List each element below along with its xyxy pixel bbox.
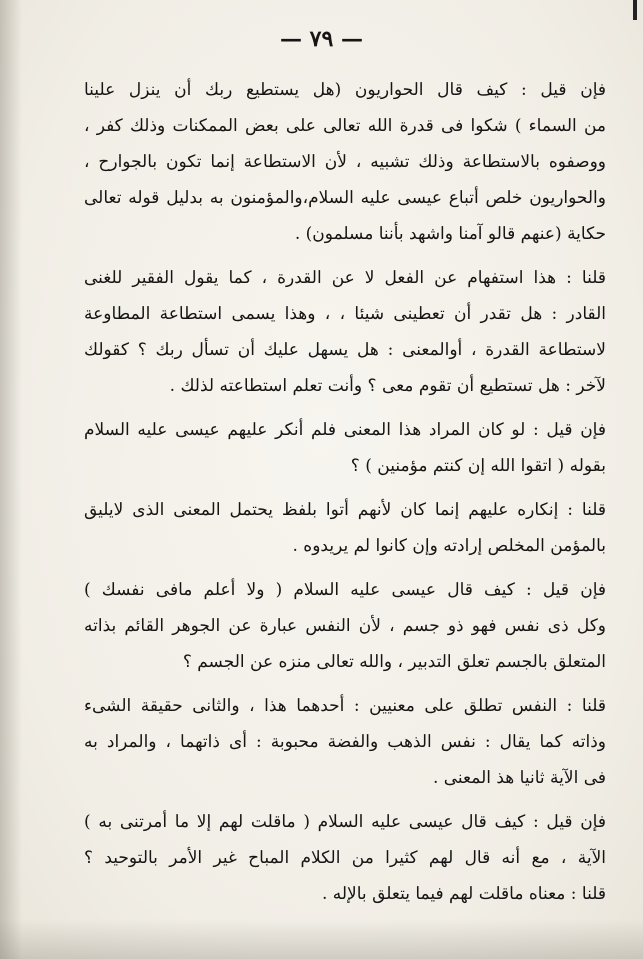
text-line: المتعلق بالجسم تعلق التدبير ، والله تعالى منزه عن الجسم ؟	[182, 652, 606, 672]
paragraph-question-1	[84, 72, 606, 252]
text-line: ووصفوه بالاستطاعة وذلك تشبيه ، لأن الاستطاعة إنما تكون بالجوارح ،	[84, 152, 606, 172]
paragraph-question-4	[84, 804, 606, 912]
text-line: الآية ، مع أنه قال لهم كثيرا من الكلام المباح غير الأمر بالتوحيد ؟	[84, 848, 606, 868]
text-line: فإن قيل : كيف قال عيسى عليه السلام ( ولا أعلم مافى نفسك )	[84, 580, 606, 600]
text-line: فى الآية ثانيا هذ المعنى .	[432, 768, 606, 788]
page-shadow-bottom	[0, 919, 643, 959]
text-line: بقوله ( اتقوا الله إن كنتم مؤمنين ) ؟	[350, 456, 606, 476]
text-line: لآخر : هل تستطيع أن تقوم معى ؟ وأنت تعلم استطاعته لذلك .	[169, 376, 606, 396]
text-line: من السماء ) شكوا فى قدرة الله تعالى على بعض الممكنات وذلك كفر ،	[84, 116, 606, 136]
text-line: قلنا : النفس تطلق على معنيين : أحدهما هذا ، والثانى حقيقة الشىء	[84, 696, 606, 716]
paragraph-answer-1	[84, 260, 606, 404]
text-line: قلنا : إنكاره عليهم إنما كان لأنهم أتوا بلفظ يحتمل المعنى الذى لايليق	[84, 500, 606, 520]
scan-edge-mark	[633, 0, 637, 20]
text-line: وكل ذى نفس فهو ذو جسم ، لأن النفس عبارة عن الجوهر القائم بذاته	[84, 616, 606, 636]
text-line: فإن قيل : كيف قال عيسى عليه السلام ( ماقلت لهم إلا ما أمرتنى به )	[84, 812, 606, 832]
paragraph-answer-3	[84, 688, 606, 796]
body-text	[84, 72, 606, 912]
page-number: — ٧٩ —	[280, 26, 363, 52]
text-line: قلنا : معناه ماقلت لهم فيما يتعلق بالإله .	[321, 884, 606, 904]
text-line: والحواريون خلص أتباع عيسى عليه السلام،والمؤمنون به بدليل قوله تعالى	[84, 188, 606, 208]
text-line: حكاية (عنهم قالو آمنا واشهد بأننا مسلمون) .	[294, 224, 606, 244]
paragraph-question-3	[84, 572, 606, 680]
text-line: لاستطاعة القدرة ، أوالمعنى : هل يسهل عليك أن تسأل ربك ؟ كقولك	[84, 340, 606, 360]
text-line: القادر : هل تقدر أن تعطينى شيئا ، ، وهذا يسمى استطاعة المطاوعة	[84, 304, 606, 324]
page-shadow-left	[0, 0, 22, 959]
text-line: قلنا : هذا استفهام عن الفعل لا عن القدرة ، كما يقول الفقير للغنى	[84, 268, 606, 288]
text-line: بالمؤمن المخلص إرادته وإن كانوا لم يريدوه .	[292, 536, 606, 556]
text-line: فإن قيل : كيف قال الحواريون (هل يستطيع ربك أن ينزل علينا	[84, 80, 606, 100]
text-line: فإن قيل : لو كان المراد هذا المعنى فلم أنكر عليهم عيسى عليه السلام	[84, 420, 606, 440]
text-line: وذاته كما يقال : نفس الذهب والفضة محبوبة : أى ذاتهما ، والمراد به	[84, 732, 606, 752]
paragraph-answer-2	[84, 492, 606, 564]
paragraph-question-2	[84, 412, 606, 484]
